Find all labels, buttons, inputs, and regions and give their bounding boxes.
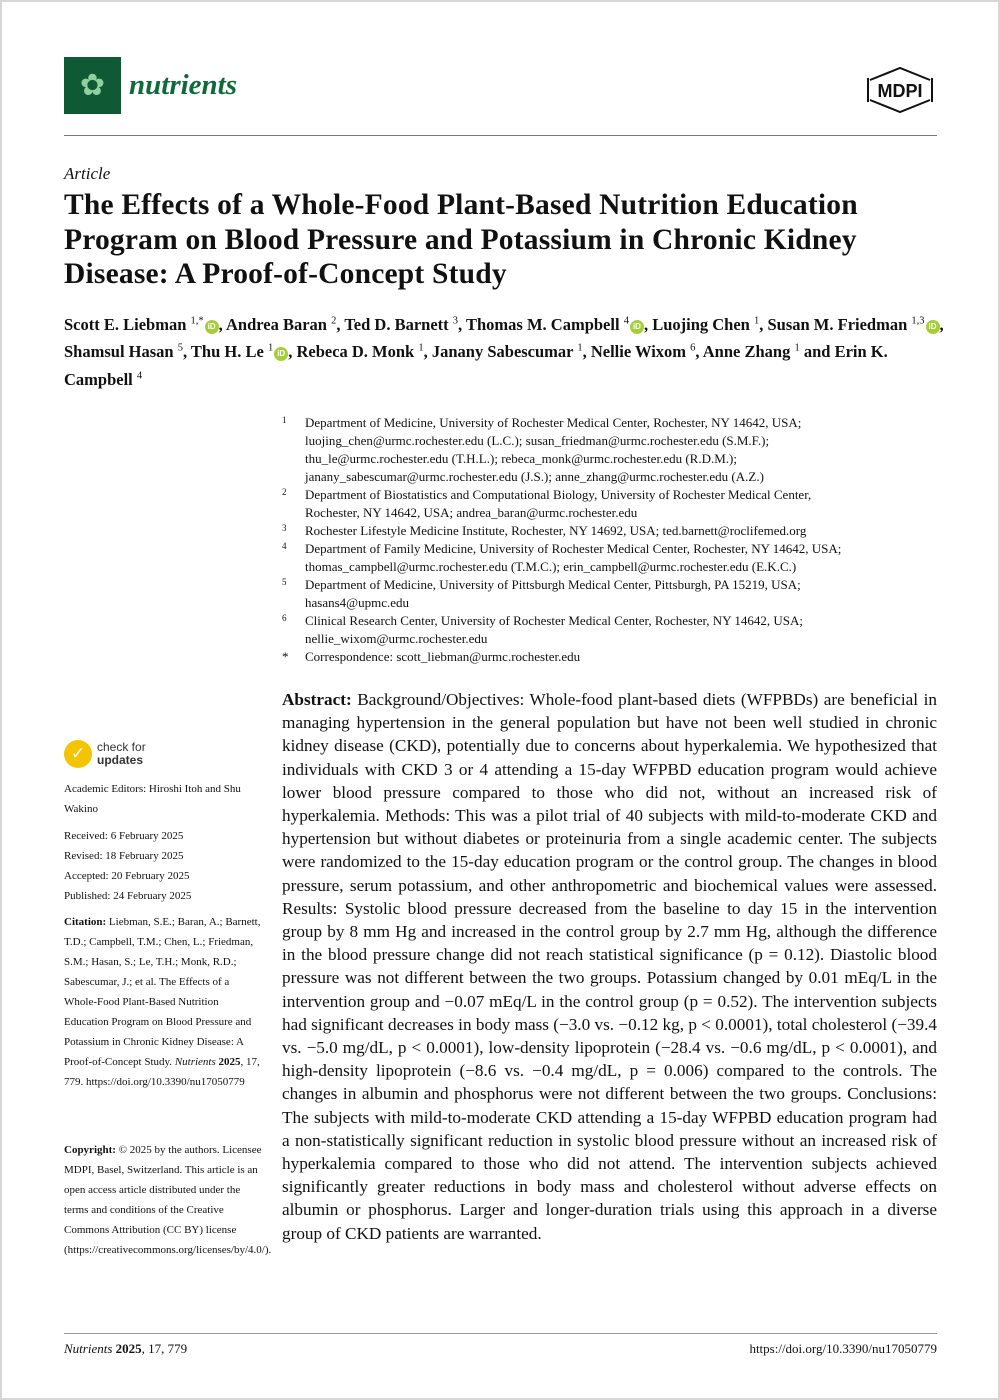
paper-title: The Effects of a Whole-Food Plant-Based Nutrition Education Program on Blood Pressure and Potassium in Chronic Kidney Disease: A Proof-of-Concept Study bbox=[64, 189, 858, 290]
author-name: Anne Zhang bbox=[702, 342, 791, 361]
author-affiliation-marks: 1 bbox=[794, 342, 800, 354]
citation-year: 2025 bbox=[218, 1056, 241, 1068]
author-affiliation-marks: 1 bbox=[267, 342, 274, 354]
correspondence-mark: * bbox=[282, 649, 289, 664]
copyright bbox=[64, 1140, 272, 1260]
citation-volume-doi[interactable]: , 17, 779. https://doi.org/10.3390/nu17050779 bbox=[64, 1056, 260, 1088]
affiliation-item bbox=[282, 414, 942, 486]
affiliation-number: 6 bbox=[282, 613, 287, 623]
footer-citation bbox=[64, 1341, 187, 1357]
affiliation-line: luojing_chen@urmc.rochester.edu (L.C.); susan_friedman@urmc.rochester.edu (S.M.F.); bbox=[305, 433, 770, 448]
author-affiliation-marks: 1,3 bbox=[911, 315, 925, 326]
footer-year: 2025 bbox=[115, 1341, 142, 1356]
abstract-text: Background/Objectives: Whole-food plant-based diets (WFPBDs) are beneficial in managing hypertension in the general population but have not been well studied in chronic kidney disease (CKD), potentially due to concerns about hyperkalemia. We hypothesized that individuals with CKD 3 or 4 attending a 15-day WFPBD education program would achieve lower blood pressure compared to those who did not, without an increased risk of hyperkalemia. Methods: This was a pilot trial of 40 subjects with mild-to-moderate CKD and hypertension but without diabetes or proteinuria from a single academic center. The subjects were randomized to the 15-day education program or the control group. The changes in blood pressure, serum potassium, and other anthropometric and biochemical values were assessed. Results: Systolic blood pressure decreased from the baseline to day 15 in the intervention group by 8 mm Hg and increased in the control group by 2.7 mm Hg, although the difference in the blood pressure change did not reach statistical significance (p = 0.12). Diastolic blood pressure was not different between the two groups. Potassium changed by 0.01 mEq/L in the intervention group and −0.07 mEq/L in the control group (p = 0.52). The intervention subjects had significant decreases in body mass (−3.0 vs. −0.12 kg, p < 0.0001), total cholesterol (−39.4 vs. −5.0 mg/dL, p < 0.0001), low-density lipoprotein (−28.4 vs. −0.6 mg/dL, p < 0.0001), and high-density lipoprotein (−8.6 vs. −0.4 mg/dL, p = 0.006) compared to the controls. The changes in albumin and phosphorus were not different between the two groups. Conclusions: The subjects with mild-to-moderate CKD attending a 15-day WFPBD education program had a non-statistically significant reduction in systolic blood pressure without an increased risk of hyperkalemia compared to those who did not attend. The intervention subjects achieved significantly greater reductions in body mass and cholesterol without adverse effects on albumin or phosphorus. Larger and longer-duration trials using this approach in a diverse group of CKD patients are warranted. bbox=[282, 690, 937, 1243]
author bbox=[591, 342, 703, 361]
affiliation-item bbox=[282, 612, 942, 648]
affiliation-line: janany_sabescumar@urmc.rochester.edu (J.S.); anne_zhang@urmc.rochester.edu (A.Z.) bbox=[305, 469, 764, 484]
author-affiliation-marks: 1 bbox=[577, 342, 583, 354]
affiliation-number: 2 bbox=[282, 487, 287, 497]
affiliation-number: 1 bbox=[282, 415, 287, 425]
citation-journal: Nutrients bbox=[174, 1056, 216, 1068]
svg-text:MDPI: MDPI bbox=[877, 81, 923, 101]
header-rule bbox=[64, 135, 937, 136]
affiliation-item bbox=[282, 522, 942, 540]
citation-label: Citation: bbox=[64, 916, 107, 928]
orcid-icon[interactable]: iD bbox=[926, 320, 940, 334]
author bbox=[432, 342, 591, 361]
author-list bbox=[64, 309, 954, 392]
author-affiliation-marks: 2 bbox=[331, 315, 337, 326]
published-date: Published: 24 February 2025 bbox=[64, 890, 192, 902]
affiliation-number: 5 bbox=[282, 577, 287, 587]
revised-date: Revised: 18 February 2025 bbox=[64, 850, 184, 862]
abstract bbox=[282, 688, 937, 1245]
footer-volume: , 17, 779 bbox=[141, 1341, 188, 1356]
author-name: Thu H. Le bbox=[190, 342, 264, 361]
affiliation-line: Rochester Lifestyle Medicine Institute, Rochester, NY 14692, USA; ted.barnett@roclifemed.org bbox=[305, 523, 807, 538]
affiliation-item bbox=[282, 540, 942, 576]
copyright-label: Copyright: bbox=[64, 1144, 116, 1156]
orcid-icon[interactable]: iD bbox=[630, 320, 644, 334]
citation bbox=[64, 912, 264, 1092]
author-name: Ted D. Barnett bbox=[344, 314, 449, 334]
author-affiliation-marks: 3 bbox=[452, 315, 459, 326]
author bbox=[296, 342, 431, 361]
author-name: Erin K. Campbell bbox=[64, 342, 888, 389]
journal-logo bbox=[64, 57, 237, 114]
check-for-updates-button[interactable] bbox=[64, 740, 146, 768]
citation-text: Liebman, S.E.; Baran, A.; Barnett, T.D.; Campbell, T.M.; Chen, L.; Friedman, S.M.; Hasan, S.; Le, T.H.; Monk, R.D.; Sabescumar, J.; et al. The Effects of a Whole-Food Plant-Based Nutrition Education Program on Blood Pressure and Potassium in Chronic Kidney Disease: A Proof-of-Concept Study. bbox=[64, 916, 261, 1068]
abstract-label: Abstract: bbox=[282, 690, 352, 709]
affiliation-line: Clinical Research Center, University of Rochester Medical Center, Rochester, NY 14642, USA; bbox=[305, 613, 803, 628]
affiliation-line: Department of Family Medicine, University of Rochester Medical Center, Rochester, NY 14642, USA; bbox=[305, 541, 842, 556]
orcid-icon[interactable]: iD bbox=[205, 320, 219, 334]
correspondence-text: Correspondence: scott_liebman@urmc.rochester.edu bbox=[305, 649, 581, 664]
author bbox=[226, 315, 344, 334]
academic-editors: Academic Editors: Hiroshi Itoh and Shu Wakino bbox=[64, 783, 241, 815]
author bbox=[64, 342, 191, 361]
footer-journal: Nutrients bbox=[64, 1341, 113, 1356]
affiliation-item bbox=[282, 576, 942, 612]
footer-doi-link[interactable]: https://doi.org/10.3390/nu17050779 bbox=[749, 1341, 937, 1356]
author-separator: , bbox=[695, 342, 703, 361]
affiliation-line: Department of Medicine, University of Pittsburgh Medical Center, Pittsburgh, PA 15219, USA; bbox=[305, 577, 801, 592]
author bbox=[344, 315, 466, 334]
author-separator: and bbox=[799, 342, 835, 361]
check-icon: ✓ bbox=[64, 740, 92, 768]
check-label: check for bbox=[97, 740, 146, 754]
article-type: Article bbox=[64, 164, 111, 183]
affiliation-line: Department of Biostatistics and Computational Biology, University of Rochester Medical Center, bbox=[305, 487, 812, 502]
correspondence bbox=[282, 648, 942, 666]
updates-label: updates bbox=[97, 753, 144, 767]
author bbox=[703, 342, 835, 361]
affiliation-line: hasans4@upmc.edu bbox=[305, 595, 410, 610]
affiliation-line: Department of Medicine, University of Rochester Medical Center, Rochester, NY 14642, USA; bbox=[305, 415, 802, 430]
author-separator: , bbox=[218, 314, 226, 334]
author-separator: , bbox=[458, 314, 466, 334]
copyright-text: © 2025 by the authors. Licensee MDPI, Basel, Switzerland. This article is an open access article distributed under the terms and conditions of the Creative Commons Attribution (CC BY) license (https://creativecommons.org/licenses/by/4.0/). bbox=[64, 1144, 272, 1256]
journal-name: nutrients bbox=[129, 69, 237, 101]
accepted-date: Accepted: 20 February 2025 bbox=[64, 870, 190, 882]
author-separator: , bbox=[582, 342, 591, 361]
author-separator: , bbox=[182, 342, 191, 361]
received-date: Received: 6 February 2025 bbox=[64, 830, 184, 842]
author-name: Rebeca D. Monk bbox=[296, 342, 415, 361]
author bbox=[191, 342, 297, 361]
affiliation-line: thomas_campbell@urmc.rochester.edu (T.M.C.); erin_campbell@urmc.rochester.edu (E.K.C.) bbox=[305, 559, 797, 574]
author bbox=[466, 315, 652, 334]
affiliations bbox=[282, 414, 942, 666]
author bbox=[64, 315, 226, 334]
affiliation-number: 3 bbox=[282, 523, 287, 533]
author-affiliation-marks: 1 bbox=[753, 315, 760, 326]
author-name: Susan M. Friedman bbox=[767, 314, 908, 334]
author-name: Thomas M. Campbell bbox=[466, 314, 620, 334]
author-affiliation-marks: 5 bbox=[177, 342, 183, 354]
author bbox=[767, 315, 943, 334]
author-affiliation-marks: 4 bbox=[623, 315, 629, 326]
author-name: Nellie Wixom bbox=[590, 342, 687, 361]
author-separator: , bbox=[759, 314, 768, 334]
orcid-icon[interactable]: iD bbox=[274, 347, 288, 361]
author-separator: , bbox=[939, 314, 944, 334]
author-affiliation-marks: 1 bbox=[418, 342, 424, 354]
author-affiliation-marks: 4 bbox=[136, 370, 143, 381]
affiliation-line: nellie_wixom@urmc.rochester.edu bbox=[305, 631, 488, 646]
affiliation-number: 4 bbox=[282, 541, 287, 551]
affiliation-line: Rochester, NY 14642, USA; andrea_baran@urmc.rochester.edu bbox=[305, 505, 638, 520]
author-name: Luojing Chen bbox=[652, 314, 750, 334]
author-separator: , bbox=[336, 314, 345, 334]
author-separator: , bbox=[643, 314, 653, 334]
author-name: Janany Sabescumar bbox=[431, 342, 574, 361]
author-affiliation-marks: 1,* bbox=[190, 315, 204, 326]
author-affiliation-marks: 6 bbox=[690, 342, 696, 354]
author-name: Shamsul Hasan bbox=[64, 342, 174, 361]
author-name: Scott E. Liebman bbox=[64, 314, 187, 334]
author-name: Andrea Baran bbox=[225, 314, 327, 334]
leaf-icon: ✿ bbox=[64, 57, 121, 114]
footer-rule bbox=[64, 1333, 937, 1334]
author-separator: , bbox=[288, 342, 297, 361]
mdpi-logo bbox=[862, 66, 938, 114]
affiliation-line: thu_le@urmc.rochester.edu (T.H.L.); rebeca_monk@urmc.rochester.edu (R.D.M.); bbox=[305, 451, 737, 466]
affiliation-item bbox=[282, 486, 942, 522]
author bbox=[652, 315, 767, 334]
author-separator: , bbox=[423, 342, 432, 361]
